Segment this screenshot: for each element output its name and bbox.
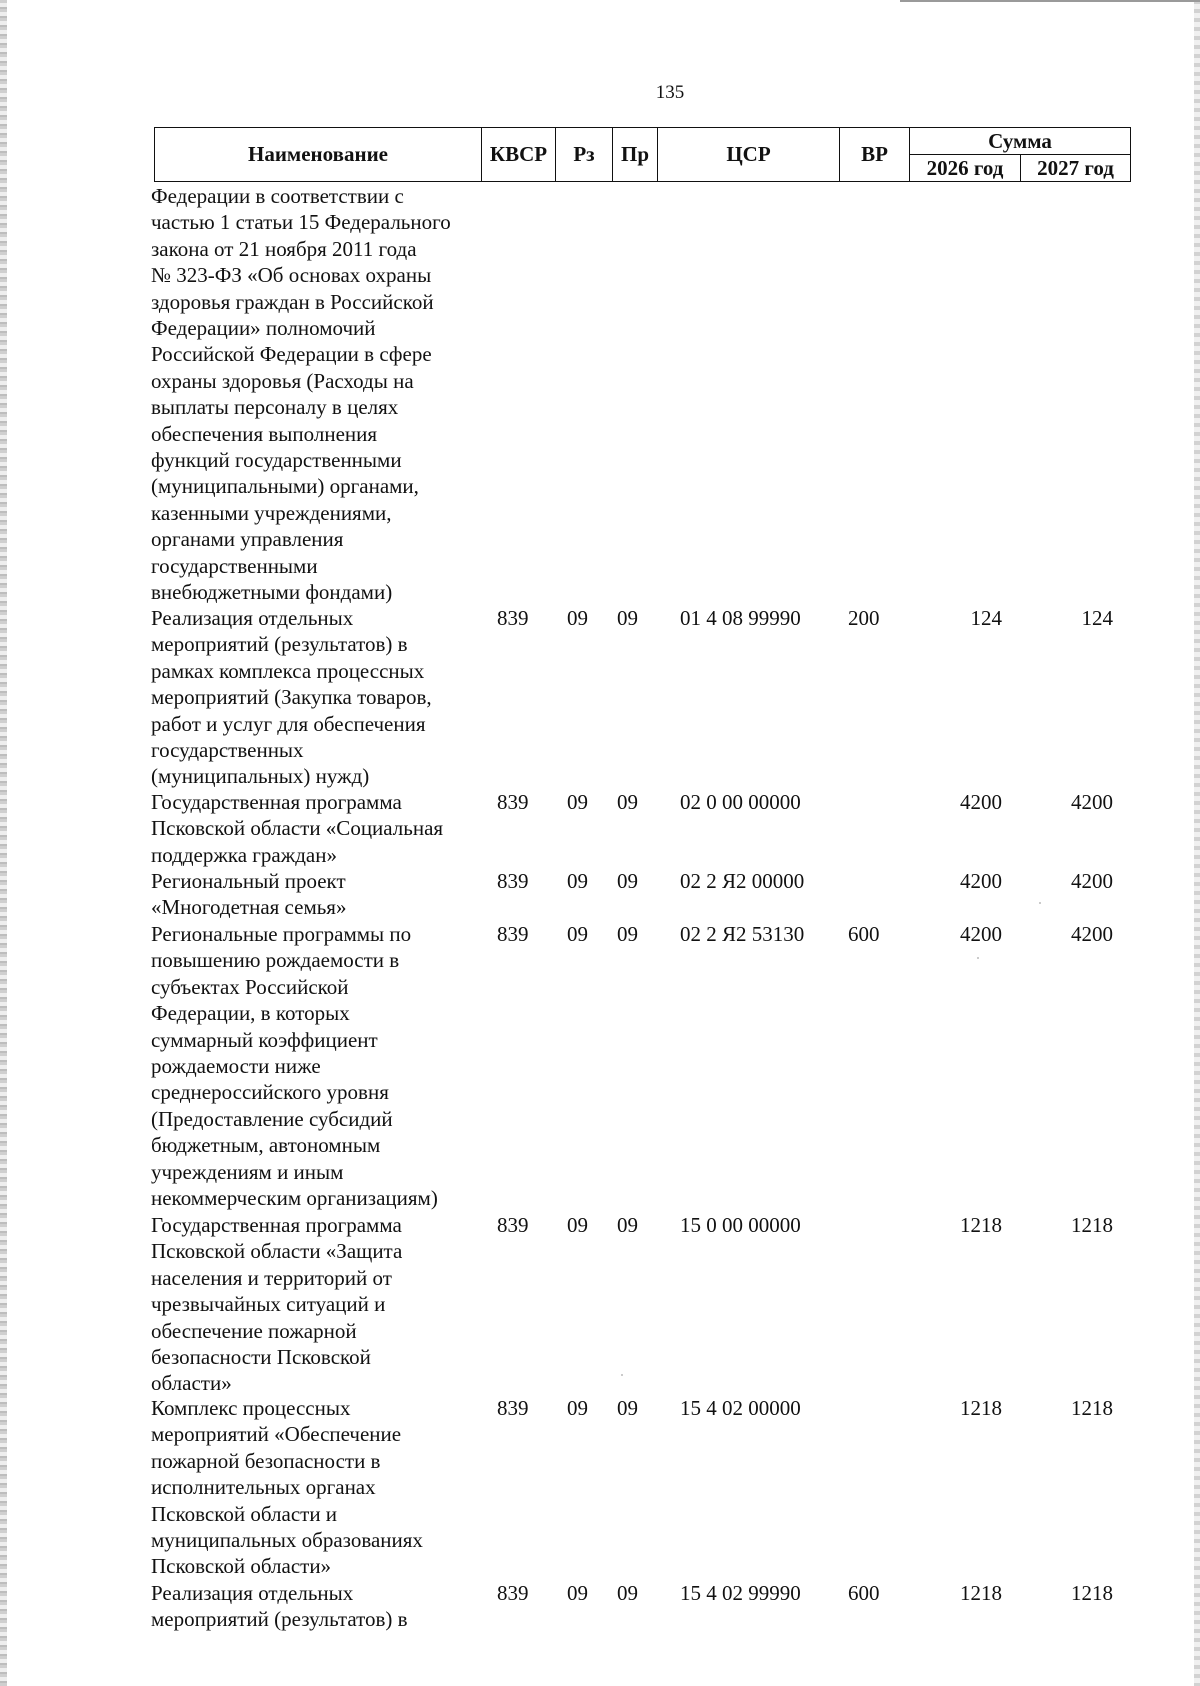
row-vr: 600 xyxy=(848,922,880,946)
row-csr: 02 2 Я2 53130 xyxy=(680,922,805,946)
header-2026: 2026 год xyxy=(910,155,1021,182)
header-pr: Пр xyxy=(613,128,658,182)
row-csr: 02 2 Я2 00000 xyxy=(680,869,805,893)
row-rz: 09 xyxy=(567,1396,588,1420)
row-sum-2026: 124 xyxy=(970,606,1002,630)
scan-edge-right xyxy=(1194,0,1200,1686)
row-csr: 15 0 00 00000 xyxy=(680,1213,801,1237)
scan-edge-top xyxy=(900,0,1200,2)
header-2027: 2027 год xyxy=(1021,155,1131,182)
header-kvsr: КВСР xyxy=(482,128,556,182)
row-sum-2027: 1218 xyxy=(1071,1396,1113,1420)
row-sum-2026: 1218 xyxy=(960,1581,1002,1605)
row-sum-2027: 1218 xyxy=(1071,1581,1113,1605)
row-pr: 09 xyxy=(617,922,638,946)
row-sum-2027: 1218 xyxy=(1071,1213,1113,1237)
row-sum-2026: 4200 xyxy=(960,790,1002,814)
row-sum-2026: 4200 xyxy=(960,922,1002,946)
row-name: Федерации в соответствии с частью 1 статьи 15 Федерального закона от 21 ноября 2011 года № 323-ФЗ «Об основах охраны здоровья граждан в Российской Федерации» полномочий Российской Федерации в сфере охраны здоровья (Расходы на выплаты персоналу в целях обеспечения выполнения функций государственными (муниципальными) органами, казенными учреждениями, органами управления государственными внебюджетными фондами) xyxy=(151,184,451,605)
row-kvsr: 839 xyxy=(497,1396,529,1420)
row-kvsr: 839 xyxy=(497,1213,529,1237)
scan-speck xyxy=(1039,902,1041,904)
row-rz: 09 xyxy=(567,1581,588,1605)
row-rz: 09 xyxy=(567,606,588,630)
row-vr: 200 xyxy=(848,606,880,630)
row-kvsr: 839 xyxy=(497,790,529,814)
table-header xyxy=(154,127,1131,182)
row-pr: 09 xyxy=(617,869,638,893)
row-name: Государственная программа Псковской области «Защита населения и территорий от чрезвычайных ситуаций и обеспечение пожарной безопасности Псковской области» xyxy=(151,1213,403,1396)
row-csr: 01 4 08 99990 xyxy=(680,606,801,630)
row-rz: 09 xyxy=(567,790,588,814)
header-csr: ЦСР xyxy=(658,128,840,182)
header-vr: ВР xyxy=(840,128,910,182)
row-name: Региональные программы по повышению рождаемости в субъектах Российской Федерации, в которых суммарный коэффициент рождаемости ниже среднероссийского уровня (Предоставление субсидий бюджетным, автономным учреждениям и иным некоммерческим организациям) xyxy=(151,922,438,1211)
scan-speck xyxy=(977,957,979,959)
row-kvsr: 839 xyxy=(497,869,529,893)
scan-edge-left xyxy=(0,0,7,1686)
row-rz: 09 xyxy=(567,922,588,946)
row-pr: 09 xyxy=(617,606,638,630)
row-sum-2027: 4200 xyxy=(1071,922,1113,946)
row-csr: 15 4 02 00000 xyxy=(680,1396,801,1420)
row-name: Государственная программа Псковской области «Социальная поддержка граждан» xyxy=(151,790,444,867)
row-sum-2026: 1218 xyxy=(960,1396,1002,1420)
row-pr: 09 xyxy=(617,1581,638,1605)
row-name: Реализация отдельных мероприятий (результатов) в xyxy=(151,1581,408,1632)
header-rz: Рз xyxy=(556,128,613,182)
row-sum-2026: 1218 xyxy=(960,1213,1002,1237)
row-pr: 09 xyxy=(617,790,638,814)
row-sum-2027: 4200 xyxy=(1071,869,1113,893)
row-kvsr: 839 xyxy=(497,1581,529,1605)
row-sum-2027: 124 xyxy=(1081,606,1113,630)
row-pr: 09 xyxy=(617,1396,638,1420)
row-rz: 09 xyxy=(567,869,588,893)
row-name: Реализация отдельных мероприятий (результатов) в рамках комплекса процессных мероприятий (Закупка товаров, работ и услуг для обеспечения государственных (муниципальных) нужд) xyxy=(151,606,432,789)
row-name: Региональный проект «Многодетная семья» xyxy=(151,869,347,920)
row-pr: 09 xyxy=(617,1213,638,1237)
scan-speck xyxy=(621,1374,623,1376)
row-kvsr: 839 xyxy=(497,922,529,946)
header-name: Наименование xyxy=(155,128,482,182)
row-name: Комплекс процессных мероприятий «Обеспечение пожарной безопасности в исполнительных органах Псковской области и муниципальных образованиях Псковской области» xyxy=(151,1396,423,1579)
page-number: 135 xyxy=(655,82,685,103)
header-sum: Сумма xyxy=(910,128,1131,155)
row-sum-2026: 4200 xyxy=(960,869,1002,893)
row-kvsr: 839 xyxy=(497,606,529,630)
row-sum-2027: 4200 xyxy=(1071,790,1113,814)
row-csr: 02 0 00 00000 xyxy=(680,790,801,814)
row-rz: 09 xyxy=(567,1213,588,1237)
row-csr: 15 4 02 99990 xyxy=(680,1581,801,1605)
row-vr: 600 xyxy=(848,1581,880,1605)
